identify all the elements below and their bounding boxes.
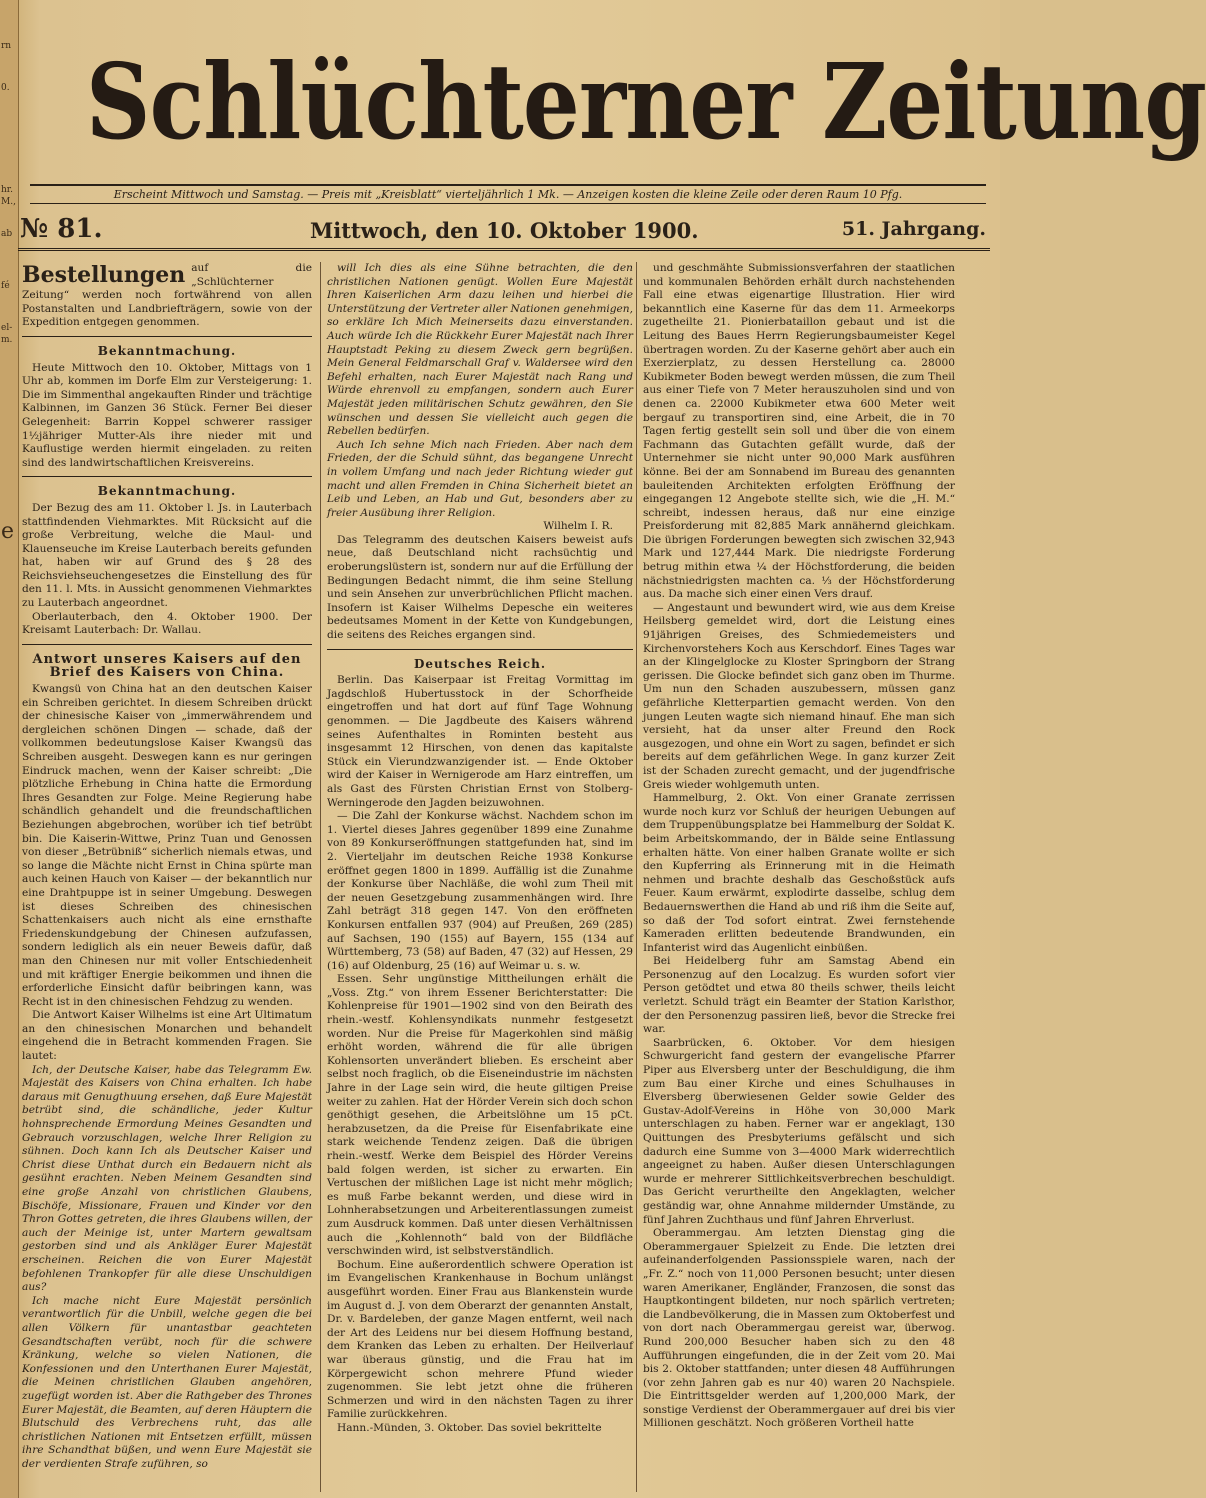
section-heading: Deutsches Reich. xyxy=(413,656,547,671)
adjacent-page-strip xyxy=(0,0,19,1498)
article-paragraph: Kwangsü von China hat an den deutschen Kaiser ein Schreiben gerichtet. In diesem Schreiben drückt der chinesische Kaiser von „immerwährendem und dergleichen schönen Dingen — schade, daß der vollkommen bedeutungslose Kaiser Kwangsü das Schreiben ausgeht. Deswegen kann es nur geringen Eindruck machen, wenn der Kaiser schreibt: „Die plötzliche Erhebung in China hatte die Ermordung Ihres Gesandten zur Folge. Meine Regierung habe schändlich gehandelt und die freundschaftlichen Beziehungen abgebrochen, worüber ich tief betrübt bin. Die Kaiserin-Wittwe, Prinz Tuan und Genossen von dieser „Betrübniß“ sicherlich niemals etwas, und so lange die Mächte nicht Ernst in China spürte man auch keinen Hauch von Kaiser — der bekanntlich nur eine Drahtpuppe ist in seiner Umgebung. Deswegen ist dieses Schreiben des chinesischen Schattenkaisers auch nicht als eine ernsthafte Friedenskundgebung der Chinesen aufzufassen, sondern lediglich als ein neuer Beweis dafür, daß man den Chinesen nur mit voller Entschiedenheit und mit kräftiger Energie beikommen und ihnen die erforderliche Einsicht dafür beibringen kann, was Recht ist in den chinesischen Fehdzug zu wenden. xyxy=(22,683,312,1008)
news-item: Berlin. Das Kaiserpaar ist Freitag Vormittag im Jagdschloß Hubertusstock in der Schorfheide eingetroffen und hat dort auf fünf Tage Wohnung genommen. — Die Jagdbeute des Kaisers während seines Aufenthaltes in Rominten besteht aus insgesammt 12 Hirschen, von denen das kapitalste Stück ein Vierundzwanzigender ist. — Ende Oktober wird der Kaiser in Wernigerode am Harz eintreffen, um als Gast des Fürsten Christian Ernst von Stolberg-Werningerode den Jagden beizuwohnen. xyxy=(327,674,633,809)
divider xyxy=(22,336,312,337)
letter-paragraph: Auch Ich sehne Mich nach Frieden. Aber nach dem Frieden, der die Schuld sühnt, das begangene Unrecht in vollem Umfang und nach jeder Richtung wieder gut macht und allen Fremden in China Sicherheit bietet an Leib und Leben, an Hab und Gut, besonders aber zu freier Ausübung ihrer Religion. xyxy=(327,438,633,519)
issue-date: Mittwoch, den 10. Oktober 1900. xyxy=(310,218,699,243)
news-item: — Angestaunt und bewundert wird, wie aus dem Kreise Heilsberg gemeldet wird, dort die Leistung eines 91jährigen Greises, des Schmiedemeisters und Kirchenvorstehers Koch aus Kerschdorf. Eines Tages war an der Klingelglocke zu Kloster Springborn der Strang gerissen. Die Glocke befindet sich ganz oben im Thurme. Um nun den Schaden auszubessern, müssen ganz gefährliche Kletterpartien gemacht werden. Von den jungen Leuten wagte sich niemand hinauf. Ehe man sich versieht, hat da unser alter Freund den Rock ausgezogen, und ohne ein Wort zu sagen, befindet er sich bereits auf dem gefährlichen Wege. In ganz kurzer Zeit ist der Schaden zurecht gemacht, und der jugendfrische Greis wieder wohlgemuth unten. xyxy=(643,601,955,791)
scrap-text: rn xyxy=(1,41,12,51)
newspaper-title: Schlüchterner Zeitung xyxy=(85,40,1206,163)
divider xyxy=(22,644,312,645)
letter-paragraph: Ich, der Deutsche Kaiser, habe das Telegramm Ew. Majestät des Kaisers von China erhalten. Ich habe daraus mit Genugthuung ersehen, daß Eure Majestät betrübt sind, die schändliche, jeder Kultur hohnsprechende Ermordung Meines Gesandten und Gebrauch vorzuschlagen, welche Ihrer Religion zu sühnen. Doch kann Ich als Deutscher Kaiser und Christ diese Unthat durch ein Bedauern nicht als gesühnt erachten. Neben Meinem Gesandten sind eine große Anzahl von christlichen Glaubens, Bischöfe, Missionare, Frauen und Kinder vor den Thron Gottes getreten, die ihres Glaubens willen, der auch der Meinige ist, unter Martern gewaltsam gestorben sind und als Ankläger Eurer Majestät erscheinen. Reichen die von Eurer Majestät befohlenen Trankopfer für alle diese Unschuldigen aus? xyxy=(22,1063,312,1294)
column-3 xyxy=(636,262,955,1492)
news-item: Hammelburg, 2. Okt. Von einer Granate zerrissen wurde noch kurz vor Schluß der heurigen Uebungen auf dem Truppenübungsplatze bei Hammelburg der Soldat K. beim Arbeitskommando, der in Bälde seine Entlassung erhalten hätte. Von einer halben Granate wollte er sich den Kupferring als Erinnerung mit in die Heimath nehmen und brachte deshalb das Geschoßstück aufs Feuer. Kaum erwärmt, explodirte dasselbe, schlug dem Bedauernswerthen die Hand ab und riß ihm die Seite auf, so daß der Tod sofort eintrat. Zwei fernstehende Kameraden erlitten bedeutende Brandwunden, ein Infanterist wird das Augenlicht einbüßen. xyxy=(643,792,955,954)
scrap-text: hr. xyxy=(1,185,13,195)
issue-number: № 81. xyxy=(20,214,103,244)
publication-info: Erscheint Mittwoch und Samstag. — Preis mit „Kreisblatt“ vierteljährlich 1 Mk. — Anzeigen kosten die kleine Zeile oder deren Raum 10 Pfg. xyxy=(30,184,986,204)
scrap-text: 0. xyxy=(1,83,10,93)
scrap-text: ab xyxy=(1,229,13,239)
news-item: und geschmähte Submissionsverfahren der staatlichen und kommunalen Behörden erhält durch nachstehenden Fall eine etwas eigenartige Illustration. Hier wird bekanntlich eine Kaserne für das dem 11. Armeekorps zugetheilte 21. Pionierbataillon gebaut und ist die Leitung des Baues Herrn Regierungsbaumeister Kegel übertragen worden. Zu der Kaserne gehört aber auch ein Exerzierplatz, zu dessen Herstellung ca. 28000 Kubikmeter Boden bewegt werden müssen, die zum Theil aus einer Tiefe von 7 Meter herauszuholen sind und von denen ca. 22000 Kubikmeter etwa 600 Meter weit bergauf zu transportiren sind, eine Arbeit, die in 70 Tagen fertig gestellt sein soll und über die von einem Fachmann das Gutachten gefällt wurde, daß der Unternehmer sie nicht unter 90,000 Mark ausführen könne. Bei der am Sonnabend im Bureau des genannten bauleitenden Architekten erfolgten Eröffnung der eingegangen 12 Angebote stellte sich, wie die „H. M.“ schreibt, indessen heraus, daß nur eine einzige Preisforderung mit 82,885 Mark annähernd gleichkam. Die übrigen Forderungen bewegten sich zwischen 32,943 Mark und 127,444 Mark. Die niedrigste Forderung betrug mithin etwa ¼ der Höchstforderung, die beiden nächstniedrigsten machten ca. ⅓ der Höchstforderung aus. Da mache sich einer einen Vers drauf. xyxy=(643,262,955,601)
announcement-heading: Bekanntmachung. xyxy=(97,484,237,499)
subscription-notice xyxy=(22,262,312,330)
column-2 xyxy=(320,262,633,1492)
news-item: Oberammergau. Am letzten Dienstag ging die Oberammergauer Spielzeit zu Ende. Die letzten drei aufeinanderfolgenden Passionsspiele waren, nach der „Fr. Z.“ noch von 11,000 Personen besucht; unter diesen waren Amerikaner, Engländer, Franzosen, die sonst das Hauptkontingent bildeten, nur noch spärlich vertreten; die Landbevölkerung, die in Massen zum Oktoberfest und von dort nach Oberammergau gereist war, überwog. Rund 200,000 Besucher haben sich zu den 48 Aufführungen eingefunden, die in der Zeit vom 20. Mai bis 2. Oktober stattfanden; unter diesen 48 Aufführungen (vor zehn Jahren gab es nur 40) waren 20 Nachspiele. Die Eintrittsgelder werden auf 1,200,000 Mark, der sonstige Verdienst der Oberammergauer auf drei bis vier Millionen geschätzt. Noch größeren Vortheil hatte xyxy=(643,1227,955,1430)
volume-year: 51. Jahrgang. xyxy=(841,218,986,240)
letter-paragraph: Ich mache nicht Eure Majestät persönlich verantwortlich für die Unbill, welche gegen die bei allen Völkern für unantastbar geachteten Gesandtschaften verübt, noch für die schwere Kränkung, welche so vielen Nationen, die Konfessionen und den Unterthanen Eurer Majestät, die Meinen christlichen Glauben angehören, zugefügt worden ist. Aber die Rathgeber des Thrones Eurer Majestät, die Beamten, auf deren Häuptern die Blutschuld des Verbrechens ruht, das alle christlichen Nationen mit Entsetzen erfüllt, müssen ihre Schandthat büßen, und wenn Eure Majestät sie der verdienten Strafe zuführen, so xyxy=(22,1294,312,1470)
column-1 xyxy=(22,262,312,1492)
article-heading: Antwort unseres Kaisers auf den Brief des Kaisers von China. xyxy=(32,651,302,681)
announcement-heading: Bekanntmachung. xyxy=(97,343,237,358)
letter-signature: Wilhelm I. R. xyxy=(543,520,613,533)
news-item: Bei Heidelberg fuhr am Samstag Abend ein Personenzug auf den Localzug. Es wurden sofort vier Person getödtet und etwa 80 theils schwer, theils leicht verletzt. Schuld trägt ein Beamter der Station Karlsthor, der den Personenzug passiren ließ, bevor die Strecke frei war. xyxy=(643,955,955,1036)
scrap-text: m. xyxy=(1,335,13,345)
scrap-text: el- xyxy=(1,323,13,333)
dateline xyxy=(18,212,990,251)
article-paragraph: Das Telegramm des deutschen Kaisers beweist aufs neue, daß Deutschland nicht rachsüchtig und eroberungslüstern ist, sondern nur auf die Erfüllung der Bedingungen Bedacht nimmt, die ihm seine Stellung und sein Ansehen zur unverbrüchlichen Pflicht machen. Insofern ist Kaiser Wilhelms Depesche ein weiteres bedeutsames Moment in der Kette von Kundgebungen, die seitens des Reiches ergangen sind. xyxy=(327,533,633,642)
scrap-text: fé xyxy=(1,281,10,291)
news-item: Essen. Sehr ungünstige Mittheilungen erhält die „Voss. Ztg.“ von ihrem Essener Berichterstatter: Die Kohlenpreise für 1901—1902 sind von den Beirath des rhein.-westf. Kohlensyndikats nunmehr festgesetzt worden. Nur die Preise für Magerkohlen sind mäßig erhöht worden, während die für alle übrigen Kohlensorten unverändert blieben. Es erscheint aber selbst noch fraglich, ob die Eiseneindustrie im nächsten Jahre in der Lage sein wird, die heute giltigen Preise weiter zu zahlen. Hat der Hörder Verein sich doch schon genöthigt gesehen, die Arbeitslöhne um 15 pCt. herabzusetzen, da die Preise für Eisenfabrikate eine stark weichende Tendenz zeigen. Daß die übrigen rhein.-westf. Werke dem Beispiel des Hörder Vereins bald folgen werden, ist sicher zu erwarten. Ein Vertuschen der mißlichen Lage ist nicht mehr möglich; es muß Farbe bekannt werden, und diese wird in Lohnherabsetzungen und Arbeiterentlassungen zumeist zum Ausdruck kommen. Daß unter diesen Verhältnissen auch die „Kohlennoth“ bald von der Bildfläche verschwinden wird, ist selbstverständlich. xyxy=(327,973,633,1258)
news-item: Saarbrücken, 6. Oktober. Vor dem hiesigen Schwurgericht fand gestern der evangelische Pfarrer Piper aus Elversberg unter der Beschuldigung, die ihm zum Bau einer Kirche und eines Schulhauses in Elversberg überwiesenen Gelder sowie Gelder des Gustav-Adolf-Vereins in Höhe von 30,000 Mark unterschlagen zu haben. Ferner war er angeklagt, 130 Quittungen des Presbyteriums gefälscht und sich dadurch eine Summe von 3—4000 Mark widerrechtlich angeeignet zu haben. Außer diesen Unterschlagungen wurde er mehrerer Sittlichkeitsverbrechen beschuldigt. Das Gericht verurtheilte den Angeklagten, welcher geständig war, ohne Annahme mildernder Umstände, zu fünf Jahren Zuchthaus und fünf Jahren Ehrverlust. xyxy=(643,1036,955,1226)
scrap-text: M., xyxy=(1,197,16,207)
announcement-signature: Oberlauterbach, den 4. Oktober 1900. Der Kreisamt Lauterbach: Dr. Wallau. xyxy=(22,610,312,637)
article-paragraph: Die Antwort Kaiser Wilhelms ist eine Art Ultimatum an den chinesischen Monarchen und behandelt eingehend die in Betracht kommenden Fragen. Sie lautet: xyxy=(22,1009,312,1063)
divider xyxy=(327,649,633,650)
news-item: — Die Zahl der Konkurse wächst. Nachdem schon im 1. Viertel dieses Jahres gegenüber 1899 eine Zunahme von 89 Konkurseröffnungen stattgefunden hat, sind im 2. Vierteljahr im deutschen Reiche 1938 Konkurse eröffnet gegen 1800 in 1899. Auffällig ist die Zunahme der Konkurse über Nachläße, die wohl zum Theil mit der neuen Gesetzgebung zusammenhängen wird. Ihre Zahl beträgt 318 gegen 147. Von den eröffneten Konkursen entfallen 937 (904) auf Preußen, 269 (285) auf Sachsen, 190 (155) auf Bayern, 155 (134 auf Württemberg, 73 (58) auf Baden, 47 (32) auf Hessen, 29 (16) auf Oldenburg, 25 (16) auf Weimar u. s. w. xyxy=(327,810,633,972)
subscription-heading: Bestellungen xyxy=(22,262,186,288)
announcement-text: Heute Mittwoch den 10. Oktober, Mittags von 1 Uhr ab, kommen im Dorfe Elm zur Versteigerung: 1. Die im Simmenthal angekauften Rinder und trächtige Kalbinnen, im Ganzen 36 Stück. Ferner Bei dieser Gelegenheit: Barrin Koppel schwerer rassiger 1½jähriger Mutter-Als ihre nieder mit und Kauflustige werden hiermit eingeladen. zu reiten sind des landwirtschaftlichen Kreisvereins. xyxy=(22,361,312,469)
scrap-text: e xyxy=(1,519,15,544)
news-item: Bochum. Eine außerordentlich schwere Operation ist im Evangelischen Krankenhause in Bochum unlängst ausgeführt worden. Einer Frau aus Blankenstein wurde im August d. J. von dem Oberarzt der genannten Anstalt, Dr. v. Bardeleben, der ganze Magen entfernt, weil nach der Art des Leidens nur bei diesem Hoffnung bestand, dem Kranken das Leben zu erhalten. Der Heilverlauf war überaus günstig, und die Frau hat im Körpergewicht schon mehrere Pfund wieder zugenommen. Sie lebt jetzt ohne die früheren Schmerzen und wird in den nächsten Tagen zu ihrer Familie zurückkehren. xyxy=(327,1258,633,1421)
announcement-text: Der Bezug des am 11. Oktober l. Js. in Lauterbach stattfindenden Viehmarktes. Mit Rücksicht auf die große Verbreitung, welche die Maul- und Klauenseuche im Kreise Lauterbach bereits gefunden hat, haben wir auf Grund des § 28 des Reichsviehseuchengesetzes die Einstellung des für den 11. l. Mts. in Aussicht genommenen Viehmarktes zu Lauterbach angeordnet. xyxy=(22,501,312,610)
divider xyxy=(22,476,312,477)
letter-paragraph: will Ich dies als eine Sühne betrachten, die den christlichen Nationen genügt. Wollen Eure Majestät Ihren Kaiserlichen Arm dazu leihen und hierbei die Unterstützung der Vertreter aller Nationen genehmigen, so erkläre Ich Mich Meinerseits dazu einverstanden. Auch würde Ich die Rückkehr Eurer Majestät nach Ihrer Hauptstadt Peking zu diesem Zweck gern begrüßen. Mein General Feldmarschall Graf v. Waldersee wird den Befehl erhalten, nach Eurer Majestät nach Rang und Würde ehrenvoll zu empfangen, sondern auch Eurer Majestät jeden militärischen Schutz gewähren, den Sie wünschen und dessen Sie vielleicht auch gegen die Rebellen bedürfen. xyxy=(327,262,633,438)
news-item: Hann.-Münden, 3. Oktober. Das soviel bekrittelte xyxy=(337,1421,602,1434)
masthead xyxy=(18,22,1206,182)
subscription-text: auf die „Schlüchterner Zeitung“ werden noch fortwährend von allen Postanstalten und Landbriefträgern, sowie von der Expedition entgegen genommen. xyxy=(22,262,312,329)
